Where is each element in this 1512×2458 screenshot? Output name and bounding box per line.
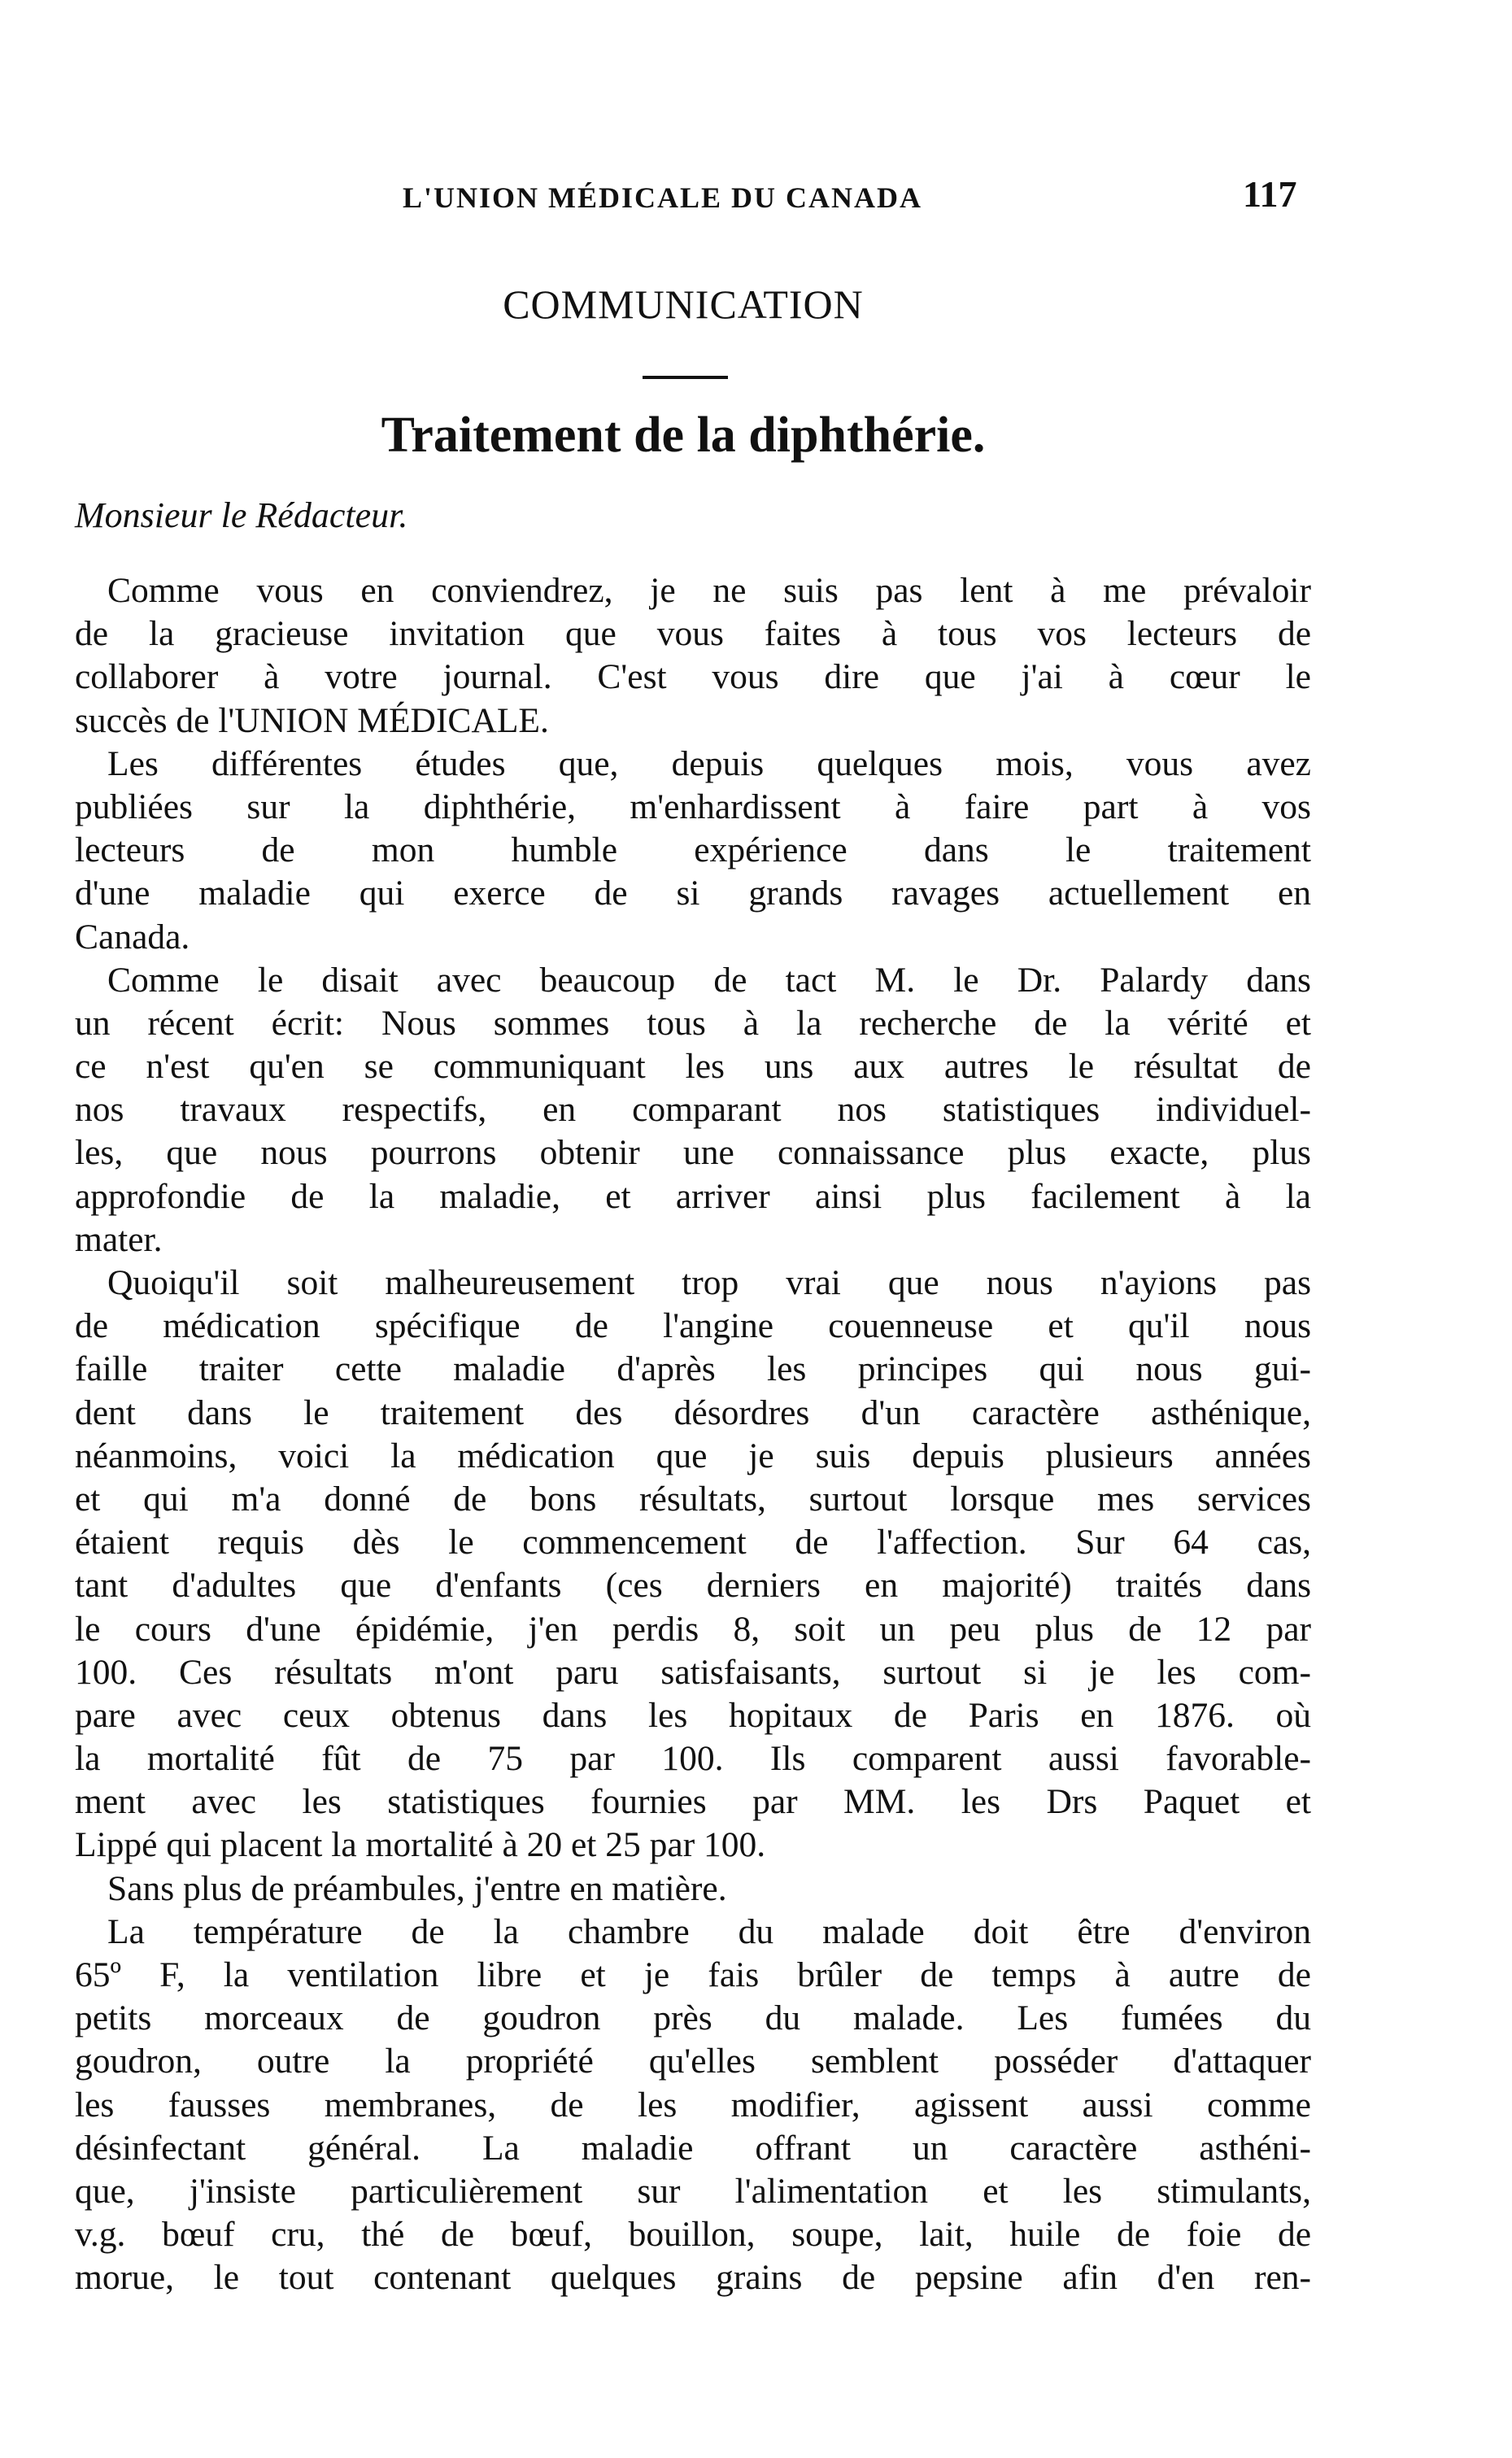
text-line: mater.: [75, 1219, 163, 1259]
text-line: goudron, outre la propriété qu'elles semblent posséder d'attaquer: [75, 2042, 1311, 2081]
text-line: la mortalité fût de 75 par 100. Ils comparent aussi favorable-: [75, 1739, 1311, 1779]
title-divider: [643, 376, 728, 379]
text-line: ment avec les statistiques fournies par MM. les Drs Paquet et: [75, 1782, 1311, 1822]
salutation: Monsieur le Rédacteur.: [75, 495, 408, 535]
text-line: les fausses membranes, de les modifier, agissent aussi comme: [75, 2085, 1311, 2125]
text-line: succès de l'UNION MÉDICALE.: [75, 700, 549, 740]
text-line: Les différentes études que, depuis quelques mois, vous avez: [107, 743, 1311, 783]
text-line: étaient requis dès le commencement de l'affection. Sur 64 cas,: [75, 1523, 1311, 1562]
running-title: L'UNION MÉDICALE DU CANADA: [403, 181, 923, 214]
text-line: tant d'adultes que d'enfants (ces derniers en majorité) traités dans: [75, 1566, 1311, 1606]
text-line: 100. Ces résultats m'ont paru satisfaisants, surtout si je les com-: [75, 1652, 1311, 1692]
text-line: Comme vous en conviendrez, je ne suis pas lent à me prévaloir: [107, 571, 1311, 610]
text-line: Quoiqu'il soit malheureusement trop vrai que nous n'ayions pas: [107, 1263, 1311, 1302]
text-line: 65º F, la ventilation libre et je fais brûler de temps à autre de: [75, 1955, 1311, 1994]
text-line: et qui m'a donné de bons résultats, surtout lorsque mes services: [75, 1479, 1311, 1519]
text-line: que, j'insiste particulièrement sur l'alimentation et les stimulants,: [75, 2171, 1311, 2211]
text-line: pare avec ceux obtenus dans les hopitaux de Paris en 1876. où: [75, 1695, 1311, 1735]
text-line: désinfectant général. La maladie offrant un caractère asthéni-: [75, 2128, 1311, 2168]
text-line: publiées sur la diphthérie, m'enhardissent à faire part à vos: [75, 787, 1311, 826]
text-line: de la gracieuse invitation que vous faites à tous vos lecteurs de: [75, 614, 1311, 654]
text-line: dent dans le traitement des désordres d'un caractère asthénique,: [75, 1392, 1311, 1432]
text-line: petits morceaux de goudron près du malade. Les fumées du: [75, 1998, 1311, 2038]
text-line: un récent écrit: Nous sommes tous à la recherche de la vérité et: [75, 1003, 1311, 1043]
text-line: faille traiter cette maladie d'après les principes qui nous gui-: [75, 1349, 1311, 1389]
text-line: de médication spécifique de l'angine couenneuse et qu'il nous: [75, 1306, 1311, 1346]
text-line: morue, le tout contenant quelques grains de pepsine afin d'en ren-: [75, 2258, 1311, 2298]
text-line: Sans plus de préambules, j'entre en matière.: [107, 1868, 727, 1908]
article-title: Traitement de la diphthérie.: [381, 407, 986, 463]
text-line: les, que nous pourrons obtenir une connaissance plus exacte, plus: [75, 1133, 1311, 1173]
text-line: lecteurs de mon humble expérience dans le traitement: [75, 830, 1311, 870]
text-line: d'une maladie qui exerce de si grands ravages actuellement en: [75, 874, 1311, 913]
text-line: Canada.: [75, 917, 190, 957]
page-number: 117: [1243, 173, 1297, 215]
article-body: [75, 569, 1311, 2300]
text-line: Comme le disait avec beaucoup de tact M. le Dr. Palardy dans: [107, 960, 1311, 1000]
text-line: v.g. bœuf cru, thé de bœuf, bouillon, soupe, lait, huile de foie de: [75, 2215, 1311, 2255]
text-line: le cours d'une épidémie, j'en perdis 8, soit un peu plus de 12 par: [75, 1609, 1311, 1649]
text-line: collaborer à votre journal. C'est vous dire que j'ai à cœur le: [75, 657, 1311, 697]
section-title: COMMUNICATION: [503, 281, 864, 327]
text-line: néanmoins, voici la médication que je suis depuis plusieurs années: [75, 1436, 1311, 1475]
text-line: La température de la chambre du malade doit être d'environ: [107, 1911, 1311, 1951]
text-line: nos travaux respectifs, en comparant nos statistiques individuel-: [75, 1090, 1311, 1130]
text-line: approfondie de la maladie, et arriver ainsi plus facilement à la: [75, 1176, 1311, 1216]
text-line: Lippé qui placent la mortalité à 20 et 25 par 100.: [75, 1825, 766, 1865]
text-line: ce n'est qu'en se communiquant les uns aux autres le résultat de: [75, 1047, 1311, 1087]
